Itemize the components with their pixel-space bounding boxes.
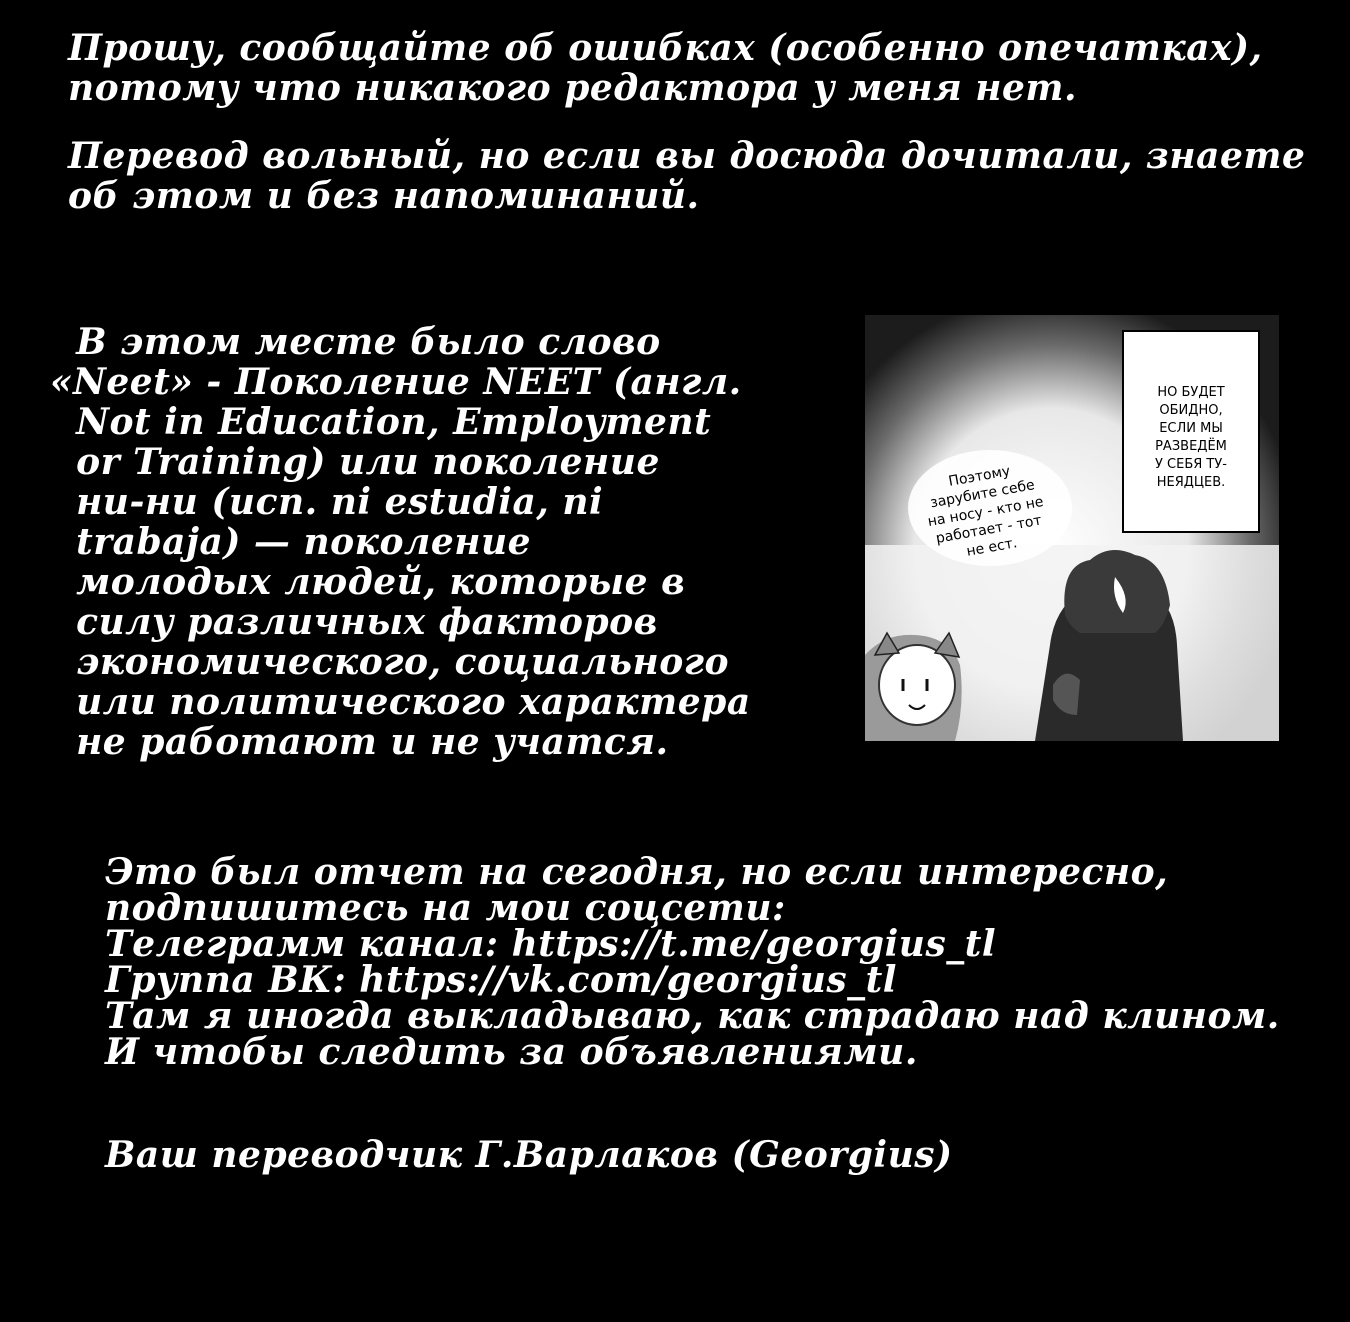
errors-note: Прошу, сообщайте об ошибках (особенно опечатках), потому что никакого редактора у меня нет.: [68, 27, 1263, 109]
social-links-note: Это был отчет на сегодня, но если интересно, подпишитесь на мои соцсети: Телеграмм канал: https://t.me/georgius_tl Группа ВК: https://vk.com/georgius_tl Там я иногда выкладываю, как страдаю над клином. И чтобы следить за объявлениями.: [105, 851, 1280, 1073]
speech-box-text: НО БУДЕТ ОБИДНО, ЕСЛИ МЫ РАЗВЕДЁМ У СЕБЯ ТУ- НЕЯДЦЕВ.: [1155, 385, 1227, 490]
translator-signature: Ваш переводчик Г.Варлаков (Georgius): [105, 1134, 953, 1176]
neet-explanation: В этом месте было слово «Neet» - Поколение NEET (англ. Not in Education, Employment or Training) или поколение ни-ни (исп. ni estudia, ni trabaja) — поколение молодых людей, которые в силу различных факторов экономического, социального или политического характера не работают и не учатся.: [50, 321, 751, 763]
girl-figure: [865, 633, 962, 741]
free-translation-note: Перевод вольный, но если вы досюда дочитали, знаете об этом и без напоминаний.: [68, 135, 1306, 217]
speech-box: [1122, 330, 1260, 533]
manga-panel-image: [865, 315, 1279, 741]
whisper-bubble-text: Поэтому зарубите себе на носу - кто не работает - тот не ест.: [926, 463, 1045, 560]
